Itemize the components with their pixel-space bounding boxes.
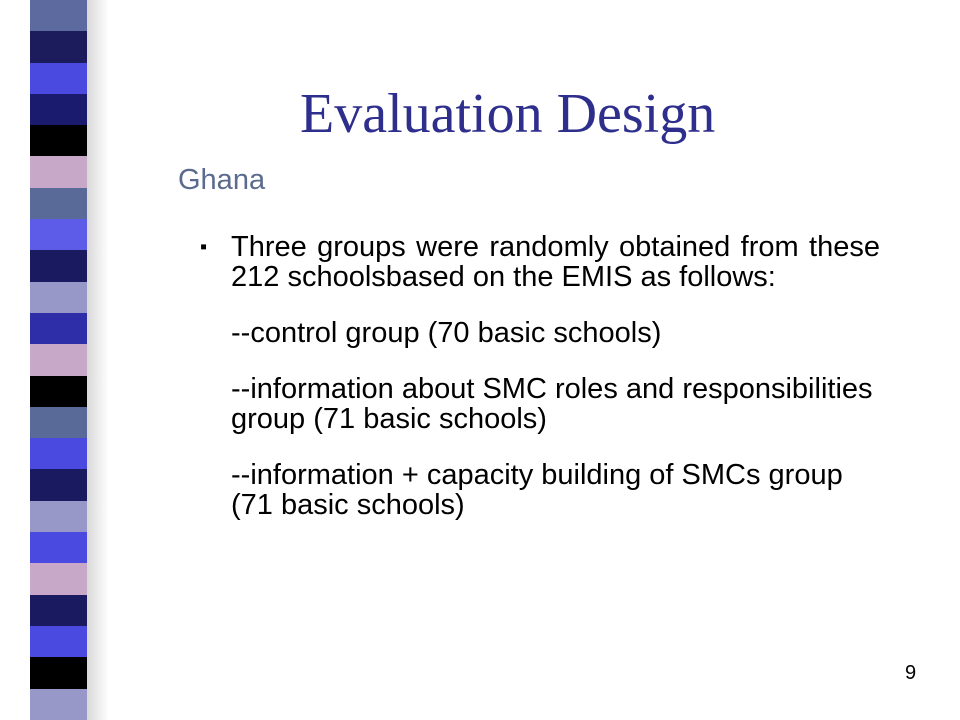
strip-block [30,0,87,31]
strip-block [30,626,87,657]
sub-item-capacity-group: --information + capacity building of SMCs group (71 basic schools) [231,459,843,521]
decorative-strip [30,0,87,720]
bullet-text: Three groups were randomly obtained from these 212 schoolsbased on the EMIS as follows: [231,231,880,293]
slide-title: Evaluation Design [300,83,716,145]
strip-block [30,156,87,187]
strip-block [30,94,87,125]
strip-block [30,469,87,500]
strip-block [30,63,87,94]
strip-block [30,501,87,532]
strip-block [30,657,87,688]
sub-item-information-group: --information about SMC roles and responsibilities group (71 basic schools) [231,373,873,435]
strip-block [30,125,87,156]
strip-block [30,219,87,250]
strip-block [30,563,87,594]
strip-block [30,31,87,62]
bullet-item [200,232,880,292]
strip-block [30,250,87,281]
sub-item-control-group: --control group (70 basic schools) [231,317,662,349]
strip-block [30,344,87,375]
strip-block [30,188,87,219]
strip-block [30,407,87,438]
strip-block [30,282,87,313]
strip-block [30,313,87,344]
strip-block [30,438,87,469]
strip-shadow [87,0,109,720]
square-bullet-icon: ▪ [200,236,208,258]
slide-subtitle: Ghana [178,164,266,196]
strip-block [30,376,87,407]
strip-block [30,595,87,626]
strip-block [30,532,87,563]
slide-body [200,232,880,520]
page-number: 9 [905,662,917,684]
strip-block [30,689,87,720]
